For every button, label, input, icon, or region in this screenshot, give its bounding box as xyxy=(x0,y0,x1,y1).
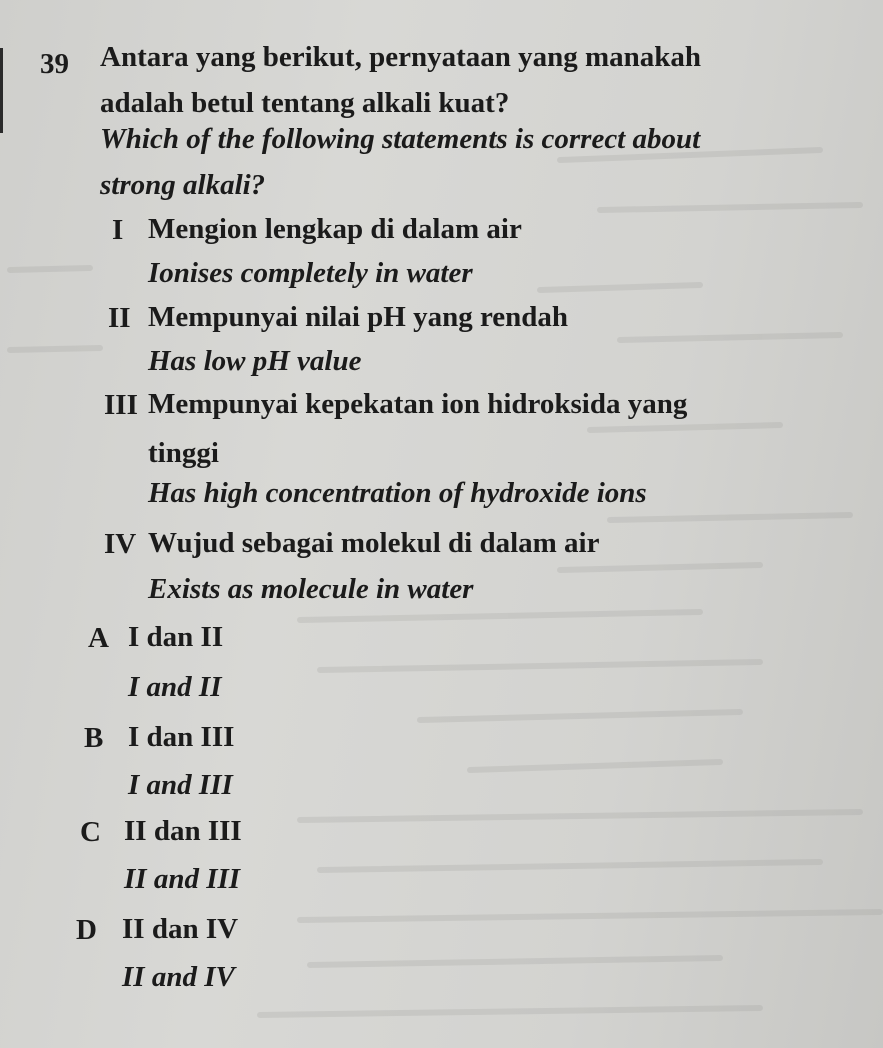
question-text-malay: adalah betul tentang alkali kuat? xyxy=(100,87,510,119)
statement-label: IV xyxy=(104,528,137,560)
option-label-d: D xyxy=(76,914,97,946)
statement-malay: Wujud sebagai molekul di dalam air xyxy=(148,527,600,559)
statement-label: III xyxy=(104,389,138,421)
statement-english: Has high concentration of hydroxide ions xyxy=(148,477,647,509)
statement-label: II xyxy=(108,302,131,334)
option-a-english: I and II xyxy=(128,671,222,703)
question-text-malay: Antara yang berikut, pernyataan yang manakah xyxy=(100,41,702,73)
option-c-malay: II dan III xyxy=(124,815,242,847)
option-c-english: II and III xyxy=(124,863,241,895)
option-label-a: A xyxy=(88,622,109,654)
statement-malay: Mempunyai nilai pH yang rendah xyxy=(148,301,569,333)
option-d-malay: II dan IV xyxy=(122,913,239,945)
statement-malay: tinggi xyxy=(148,437,219,469)
option-label-c: C xyxy=(80,816,101,848)
option-b-english: I and III xyxy=(128,769,233,801)
option-label-b: B xyxy=(84,722,104,754)
statement-malay: Mempunyai kepekatan ion hidroksida yang xyxy=(148,388,688,420)
option-a-malay: I dan II xyxy=(128,621,224,653)
statement-english: Has low pH value xyxy=(148,345,362,377)
statement-english: Ionises completely in water xyxy=(148,257,473,289)
option-b-malay: I dan III xyxy=(128,721,235,753)
statement-label: I xyxy=(112,214,124,246)
question-number: 39 xyxy=(40,48,69,80)
statement-malay: Mengion lengkap di dalam air xyxy=(148,213,522,245)
question-text-english: Which of the following statements is correct about xyxy=(100,123,701,155)
option-d-english: II and IV xyxy=(122,961,235,993)
question-text-english: strong alkali? xyxy=(100,169,266,201)
statement-english: Exists as molecule in water xyxy=(148,573,474,605)
